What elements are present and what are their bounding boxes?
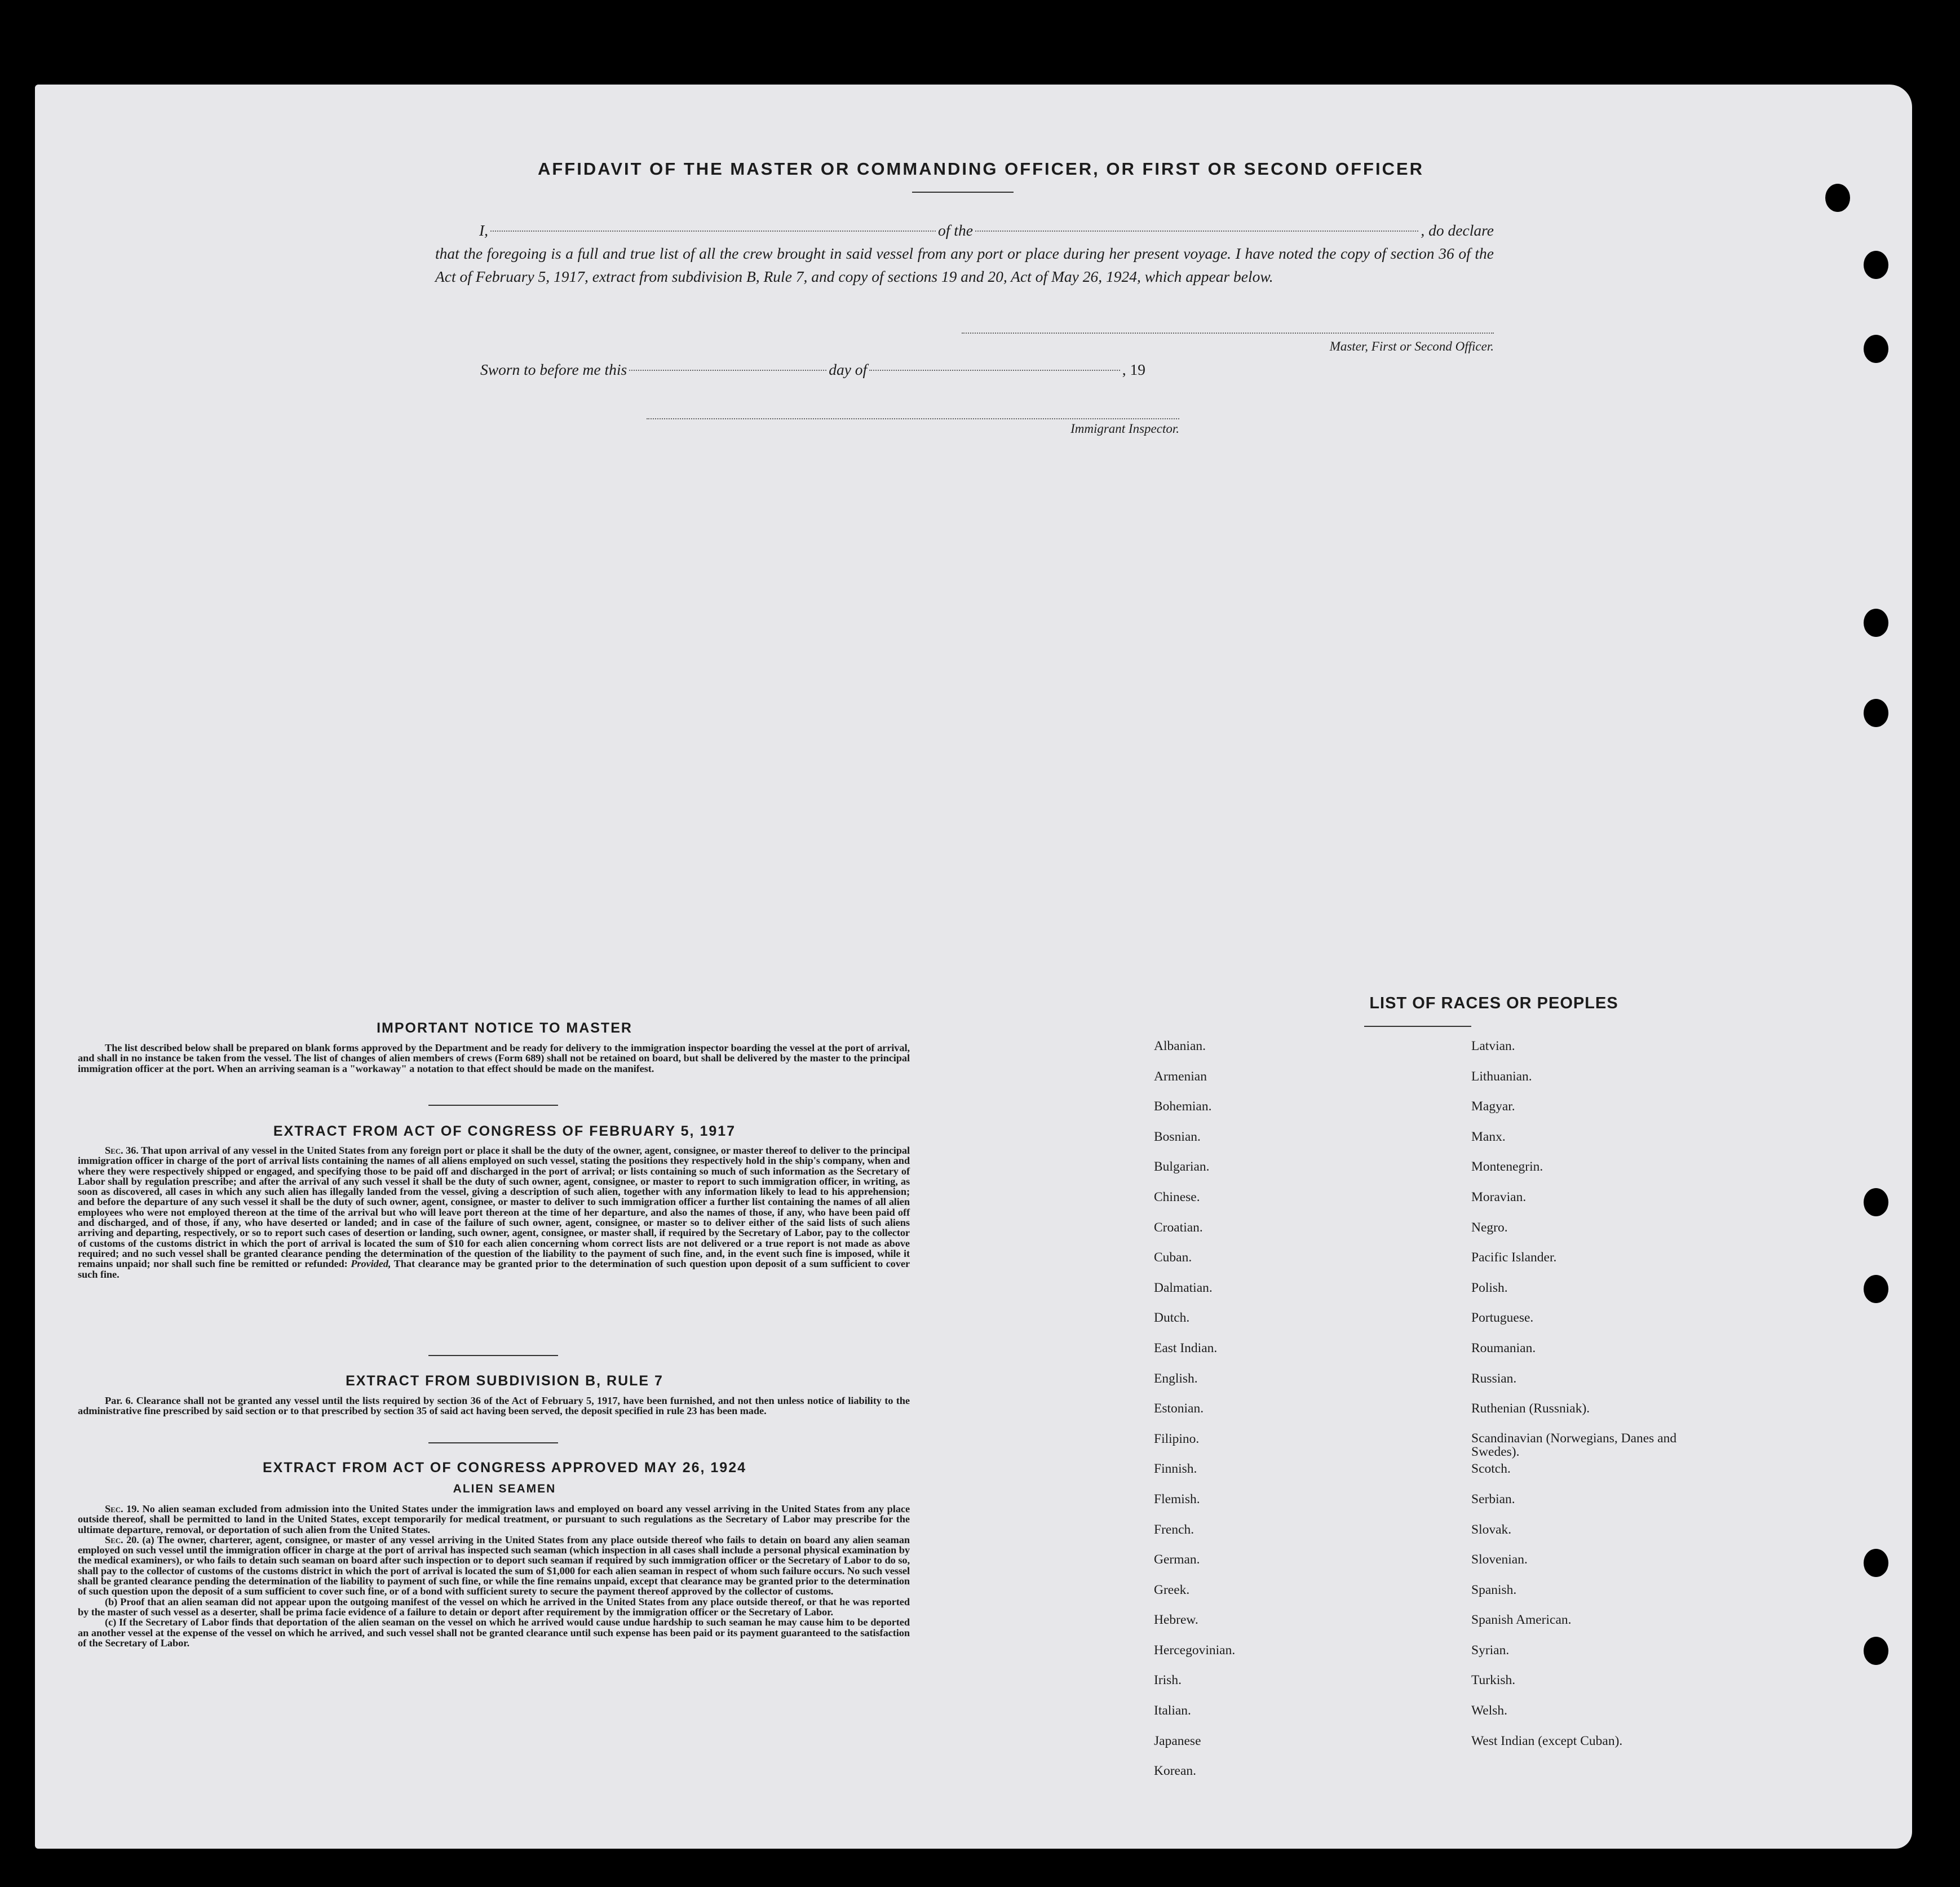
extract-rule7-text (78, 1396, 910, 1416)
section-20a-text: (a) The owner, charterer, agent, consignee, or master of any vessel arriving in the United States from any place outside thereof who fails to detain on board any alien seaman employed on such vessel until the immigration officer in charge at the port of arrival has inspected such seaman (which inspection in all cases shall include a personal physical examination by the medical examiners), or who fails to detain such seaman on board after such inspection or to deport such seaman if required by such immigration officer or the Secretary of Labor to do so, shall pay to the collector of customs of the customs district in which the port of arrival is located the sum of $1,000 for each alien seaman in respect of whom such failure occurs. No such vessel shall be granted clearance pending the determination of the liability to payment of such fine, or while the fine remains unpaid, except that clearance may be granted prior to the determination of such question upon the deposit of a sum sufficient to cover such fine, or of a bond with sufficient surety to secure the payment thereof approved by the collector of customs. (78, 1534, 910, 1597)
race-item: Ruthenian (Russniak). (1471, 1401, 1590, 1416)
race-item: Portuguese. (1471, 1310, 1534, 1326)
race-item: Dutch. (1154, 1310, 1190, 1326)
inspector-signature-field[interactable] (647, 418, 1179, 419)
sworn-line (480, 361, 1145, 379)
declaration-do-declare: , do declare (1421, 222, 1494, 239)
race-item: Japanese (1154, 1733, 1201, 1748)
race-item: Estonian. (1154, 1401, 1204, 1416)
race-item: Greek. (1154, 1582, 1190, 1597)
declarant-name-field[interactable] (490, 231, 936, 232)
races-left-column (1154, 1039, 1235, 1794)
sworn-day-field[interactable] (629, 370, 826, 371)
declaration-of-the: of the (938, 222, 973, 239)
race-item: Montenegrin. (1471, 1159, 1543, 1175)
race-item: Dalmatian. (1154, 1280, 1213, 1295)
race-item: French. (1154, 1522, 1194, 1537)
extract-1924-text (78, 1504, 910, 1648)
race-item: Magyar. (1471, 1099, 1515, 1114)
punch-hole (1864, 1549, 1888, 1577)
race-item: Negro. (1471, 1220, 1508, 1235)
race-item: Pacific Islander. (1471, 1250, 1557, 1265)
punch-hole (1864, 251, 1888, 279)
races-divider (1364, 1026, 1471, 1027)
race-item: Korean. (1154, 1764, 1197, 1779)
race-item: Turkish. (1471, 1673, 1516, 1688)
race-item: Lithuanian. (1471, 1069, 1532, 1084)
race-item: Scotch. (1471, 1461, 1511, 1477)
race-item: Roumanian. (1471, 1340, 1536, 1356)
sworn-prefix: Sworn to before me this (480, 361, 627, 378)
section-20a-paragraph (78, 1535, 910, 1597)
race-item: Hercegovinian. (1154, 1642, 1236, 1658)
section-20-label: Sec. 20. (105, 1534, 139, 1545)
extract-1924-title: EXTRACT FROM ACT OF CONGRESS APPROVED MAY 26, 1924 (262, 1460, 747, 1476)
race-item: Croatian. (1154, 1220, 1203, 1235)
race-item: Irish. (1154, 1673, 1182, 1688)
punch-hole (1864, 609, 1888, 637)
race-item: Bohemian. (1154, 1099, 1212, 1114)
divider-1 (428, 1105, 558, 1106)
section-36-text-b: That clearance may be granted prior to the determination of such question upon deposit of a sum sufficient to cover such fine. (78, 1258, 910, 1280)
affidavit-text (435, 219, 1494, 288)
race-item: Slovak. (1471, 1522, 1512, 1537)
section-20c-paragraph: (c) If the Secretary of Labor finds that deportation of the alien seaman on the vessel on which he arrived would cause undue hardship to such seaman he may cause him to be deported an another vessel at the expense of the vessel on which he arrived, and such vessel shall not be granted clearance until such expense has been paid or its payment guaranteed to the satisfaction of the Secretary of Labor. (78, 1616, 910, 1649)
race-item: West Indian (except Cuban). (1471, 1733, 1623, 1748)
race-item: Russian. (1471, 1371, 1517, 1386)
race-item: Filipino. (1154, 1431, 1200, 1446)
race-item: Latvian. (1471, 1039, 1515, 1053)
section-36-label: Sec. 36. (105, 1145, 139, 1156)
punch-hole (1864, 1188, 1888, 1216)
race-item: German. (1154, 1552, 1200, 1567)
race-item: Polish. (1471, 1280, 1508, 1295)
race-item: East Indian. (1154, 1340, 1218, 1356)
race-item: Moravian. (1471, 1189, 1527, 1204)
race-item: Armenian (1154, 1069, 1207, 1084)
race-item: Serbian. (1471, 1491, 1515, 1507)
race-item: Hebrew. (1154, 1613, 1198, 1628)
section-36-provided: Provided, (351, 1258, 391, 1270)
sworn-day-of: day of (829, 361, 868, 378)
section-36-text-a: That upon arrival of any vessel in the United States from any foreign port or place it shall be the duty of the owner, agent, consignee, or master thereof to deliver to the principal immigration officer in charge of the port of arrival lists containing the names of all aliens employed on such vessel, stating the positions they respectively hold in the ship's company, when and where they were respectively shipped or engaged, and specifying those to be paid off and discharged in the port of arrival; or lists containing so much of such information as the Secretary of Labor shall by regulation prescribe; and after the arrival of any such vessel it shall be the duty of such owner, agent, consignee, or master to report to such immigration officer, in writing, as soon as discovered, all cases in which any such alien has illegally landed from the vessel, giving a description of such alien, together with any information likely to lead to his apprehension; and before the departure of any such vessel it shall be the duty of such owner, agent, consignee, or master to deliver to such immigration officer a further list containing the names of all alien employees who were not employed thereon at the time of the arrival but who will leave port thereon at the time of her departure, and also the names of those, if any, who have been paid off and discharged, and of those, if any, who have deserted or landed; and in case of the failure of such owner, agent, consignee, or master so to deliver either of the said lists of such aliens arriving and departing, respectively, or so to report such cases of desertion or landing, such owner, agent, consignee, or master shall, if required by the Secretary of Labor, pay to the collector of customs of the customs district in which the port of arrival is located the sum of $10 for each alien concerning whom correct lists are not delivered or a true report is not made as above required; and no such vessel shall be granted clearance pending the determination of the question of the liability to the payment of such fine, and, in the event such fine is imposed, while it remains unpaid; nor shall such fine be remitted or refunded: (78, 1145, 910, 1270)
punch-hole (1864, 1275, 1888, 1303)
race-item: Spanish American. (1471, 1613, 1572, 1628)
race-item: Cuban. (1154, 1250, 1192, 1265)
master-signature-field[interactable] (962, 333, 1494, 334)
races-title: LIST OF RACES OR PEOPLES (1369, 994, 1618, 1012)
divider-3 (428, 1442, 558, 1443)
race-item: English. (1154, 1371, 1198, 1386)
section-19-paragraph (78, 1504, 910, 1535)
race-item: Bulgarian. (1154, 1159, 1210, 1175)
notice-title: IMPORTANT NOTICE TO MASTER (377, 1020, 632, 1036)
notice-paragraph: The list described below shall be prepared on blank forms approved by the Department and be ready for delivery to the immigration inspector boarding the vessel at the port of arrival, and shall in no instance be taken from the vessel. The list of changes of alien members of crews (Form 689) shall not be retained on board, but shall be delivered by the master to the principal immigration officer at the port. When an arriving seaman is a "workaway" a notation to that effect should be made on the manifest. (78, 1042, 910, 1074)
sworn-month-field[interactable] (869, 370, 1120, 371)
punch-hole (1864, 699, 1888, 727)
section-19-label: Sec. 19. (105, 1503, 139, 1514)
section-36-paragraph (78, 1145, 910, 1279)
rule7-paragraph: Par. 6. Clearance shall not be granted any vessel until the lists required by section 36 of the Act of February 5, 1917, have been furnished, and not then unless notice of liability to the administrative fine prescribed by said section or to that prescribed by section 35 of said act having been served, the deposit specified in rule 23 has been made. (78, 1395, 910, 1417)
race-item: Slovenian. (1471, 1552, 1528, 1567)
race-item: Scandinavian (Norwegians, Danes and Swedes). (1471, 1430, 1677, 1459)
punch-hole (1825, 184, 1850, 212)
extract-rule7-title: EXTRACT FROM SUBDIVISION B, RULE 7 (346, 1373, 663, 1389)
races-right-column (1471, 1039, 1685, 1764)
extract-1917-title: EXTRACT FROM ACT OF CONGRESS OF FEBRUARY 5, 1917 (273, 1123, 736, 1139)
divider-2 (428, 1355, 558, 1356)
race-item: Welsh. (1471, 1703, 1508, 1718)
sworn-year: , 19 (1122, 361, 1145, 378)
declaration-body: that the foregoing is a full and true list of all the crew brought in said vessel from any port or place during her present voyage. I have noted the copy of section 36 of the Act of February 5, 1917, extract from subdivision B, Rule 7, and copy of sections 19 and 20, Act of May 26, 1924, which appear below. (435, 245, 1494, 285)
race-item: Albanian. (1154, 1039, 1206, 1053)
vessel-name-field[interactable] (975, 231, 1419, 232)
race-item: Bosnian. (1154, 1129, 1201, 1144)
punch-hole (1864, 335, 1888, 363)
alien-seamen-heading: ALIEN SEAMEN (453, 1482, 556, 1495)
race-item: Chinese. (1154, 1189, 1200, 1204)
race-item: Finnish. (1154, 1461, 1197, 1477)
declaration-line (435, 219, 1494, 242)
master-signature-label: Master, First or Second Officer. (1329, 339, 1494, 353)
extract-1917-text (78, 1145, 910, 1279)
affidavit-title: AFFIDAVIT OF THE MASTER OR COMMANDING OFFICER, OR FIRST OR SECOND OFFICER (537, 159, 1424, 179)
section-19-text: No alien seaman excluded from admission into the United States under the immigration laws and employed on board any vessel arriving in the United States from any place outside thereof, shall be permitted to land in the United States, except temporarily for medical treatment, or pursuant to such regulations as the Secretary of Labor may prescribe for the ultimate departure, removal, or deportation of such alien from the United States. (78, 1503, 910, 1535)
section-20b-paragraph: (b) Proof that an alien seaman did not appear upon the outgoing manifest of the vessel on which he arrived in the United States from any place outside thereof, or that he was reported by the master of such vessel as a deserter, shall be prima facie evidence of a failure to detain or deport after requirement by the immigration officer or the Secretary of Labor. (78, 1596, 910, 1618)
race-item: Italian. (1154, 1703, 1191, 1718)
race-item: Spanish. (1471, 1582, 1517, 1597)
inspector-label: Immigrant Inspector. (1070, 422, 1179, 436)
race-item: Flemish. (1154, 1491, 1200, 1507)
title-divider (912, 192, 1014, 193)
punch-hole (1864, 1637, 1888, 1665)
race-item: Syrian. (1471, 1642, 1510, 1658)
declaration-i: I, (479, 222, 489, 239)
race-item: Manx. (1471, 1129, 1506, 1144)
notice-text (78, 1043, 910, 1074)
